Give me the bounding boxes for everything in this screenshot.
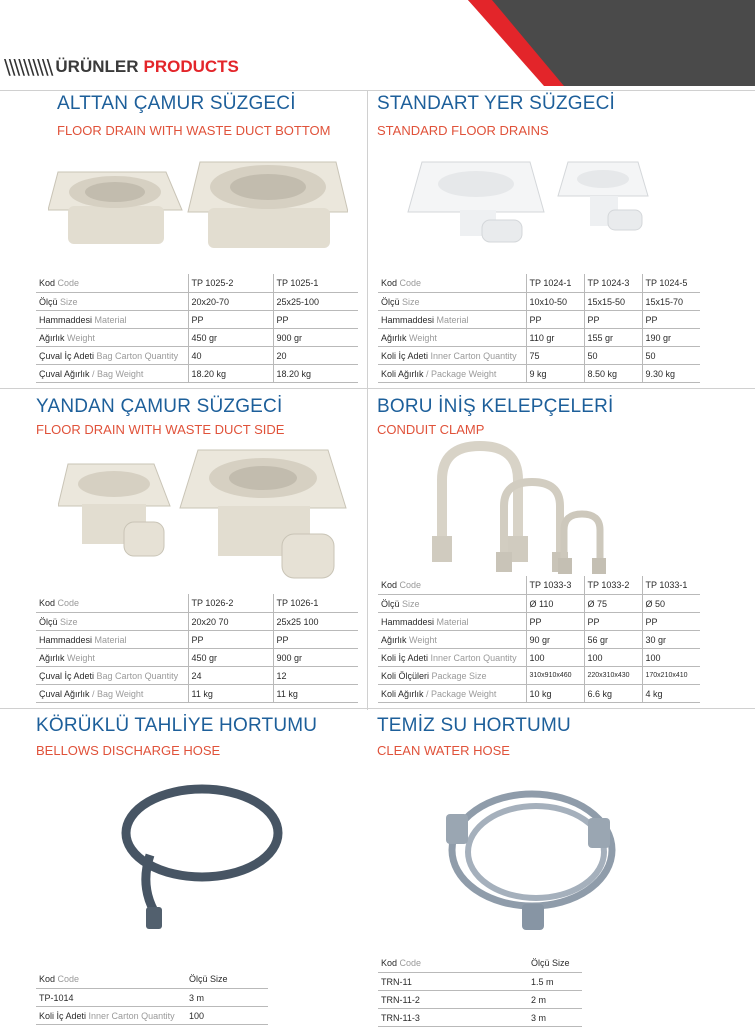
table-row: TRN-11-2 2 m: [378, 991, 582, 1009]
conduit-clamp-image: [420, 440, 620, 576]
table-row: Çuval Ağırlık / Bag Weight 11 kg 11 kg: [36, 685, 358, 703]
table-row: Ölçü Size 20x20-70 25x25-100: [36, 293, 358, 311]
table-row: Kod Code TP 1025-2 TP 1025-1: [36, 274, 358, 293]
section-subtitle: BELLOWS DISCHARGE HOSE: [36, 743, 221, 758]
table-row: Ağırlık Weight 90 gr 56 gr 30 gr: [378, 631, 700, 649]
divider: [0, 90, 755, 91]
bellows-hose-image: [110, 775, 290, 935]
table-row: Koli İç Adeti Inner Carton Quantity 100: [36, 1007, 268, 1025]
standard-floor-drain-image: [400, 152, 660, 252]
divider: [0, 708, 755, 709]
spec-table: [36, 594, 358, 703]
table-row: Koli Ağırlık / Package Weight 9 kg 8.50 kg 9.30 kg: [378, 365, 700, 383]
table-row: Ağırlık Weight 450 gr 900 gr: [36, 649, 358, 667]
table-row: Hammaddesi Material PP PP: [36, 311, 358, 329]
divider: [0, 388, 755, 389]
section-title: BORU İNİŞ KELEPÇELERİ: [377, 396, 614, 417]
clean-water-hose-image: [440, 778, 630, 938]
table-row: Ölçü Size Ø 110 Ø 75 Ø 50: [378, 595, 700, 613]
spec-table: [378, 576, 700, 703]
floor-drain-side-image: [58, 448, 348, 583]
table-row: Koli Ölçüleri Package Size 310x910x460 220x310x430 170x210x410: [378, 667, 700, 685]
section-subtitle: FLOOR DRAIN WITH WASTE DUCT SIDE: [36, 422, 285, 437]
table-row: Hammaddesi Material PP PP PP: [378, 613, 700, 631]
spec-table: [36, 274, 358, 383]
section-title: YANDAN ÇAMUR SÜZGECİ: [36, 396, 283, 417]
table-row: Çuval Ağırlık / Bag Weight 18.20 kg 18.20 kg: [36, 365, 358, 383]
page-header: [4, 52, 239, 82]
section-title: TEMİZ SU HORTUMU: [377, 715, 571, 736]
section-title: STANDART YER SÜZGECİ: [377, 93, 616, 114]
table-row: Ölçü Size 20x20 70 25x25 100: [36, 613, 358, 631]
table-row: Hammaddesi Material PP PP PP: [378, 311, 700, 329]
section-title: KÖRÜKLÜ TAHLİYE HORTUMU: [36, 715, 318, 736]
table-row: Kod Code Ölçü Size: [36, 970, 268, 989]
table-row: Koli İç Adeti Inner Carton Quantity 75 50 50: [378, 347, 700, 365]
spec-table: [36, 970, 268, 1025]
header-title-en: PRODUCTS: [143, 57, 239, 76]
table-row: Kod Code Ölçü Size: [378, 954, 582, 973]
section-title: ALTTAN ÇAMUR SÜZGECİ: [57, 93, 296, 114]
table-row: Kod Code TP 1033-3 TP 1033-2 TP 1033-1: [378, 576, 700, 595]
floor-drain-bottom-image: [48, 150, 348, 255]
section-subtitle: STANDARD FLOOR DRAINS: [377, 123, 549, 138]
table-row: TRN-11-3 3 m: [378, 1009, 582, 1027]
table-row: Kod Code TP 1024-1 TP 1024-3 TP 1024-5: [378, 274, 700, 293]
table-row: Koli İç Adeti Inner Carton Quantity 100 100 100: [378, 649, 700, 667]
table-row: Ölçü Size 10x10-50 15x15-50 15x15-70: [378, 293, 700, 311]
table-row: TRN-11 1.5 m: [378, 973, 582, 991]
section-subtitle: FLOOR DRAIN WITH WASTE DUCT BOTTOM: [57, 123, 331, 138]
section-subtitle: CLEAN WATER HOSE: [377, 743, 510, 758]
section-subtitle: CONDUIT CLAMP: [377, 422, 485, 437]
table-row: TP-1014 3 m: [36, 989, 268, 1007]
column-divider: [367, 90, 368, 710]
header-slashes: \\\\\\\\\\: [4, 55, 52, 79]
table-row: Koli Ağırlık / Package Weight 10 kg 6.6 kg 4 kg: [378, 685, 700, 703]
header-title-tr: ÜRÜNLER: [55, 57, 139, 76]
spec-table: [378, 274, 700, 383]
table-row: Hammaddesi Material PP PP: [36, 631, 358, 649]
table-row: Kod Code TP 1026-2 TP 1026-1: [36, 594, 358, 613]
table-row: Ağırlık Weight 450 gr 900 gr: [36, 329, 358, 347]
table-row: Ağırlık Weight 110 gr 155 gr 190 gr: [378, 329, 700, 347]
table-row: Çuval İç Adeti Bag Carton Quantity 24 12: [36, 667, 358, 685]
spec-table: [378, 954, 582, 1027]
table-row: Çuval İç Adeti Bag Carton Quantity 40 20: [36, 347, 358, 365]
